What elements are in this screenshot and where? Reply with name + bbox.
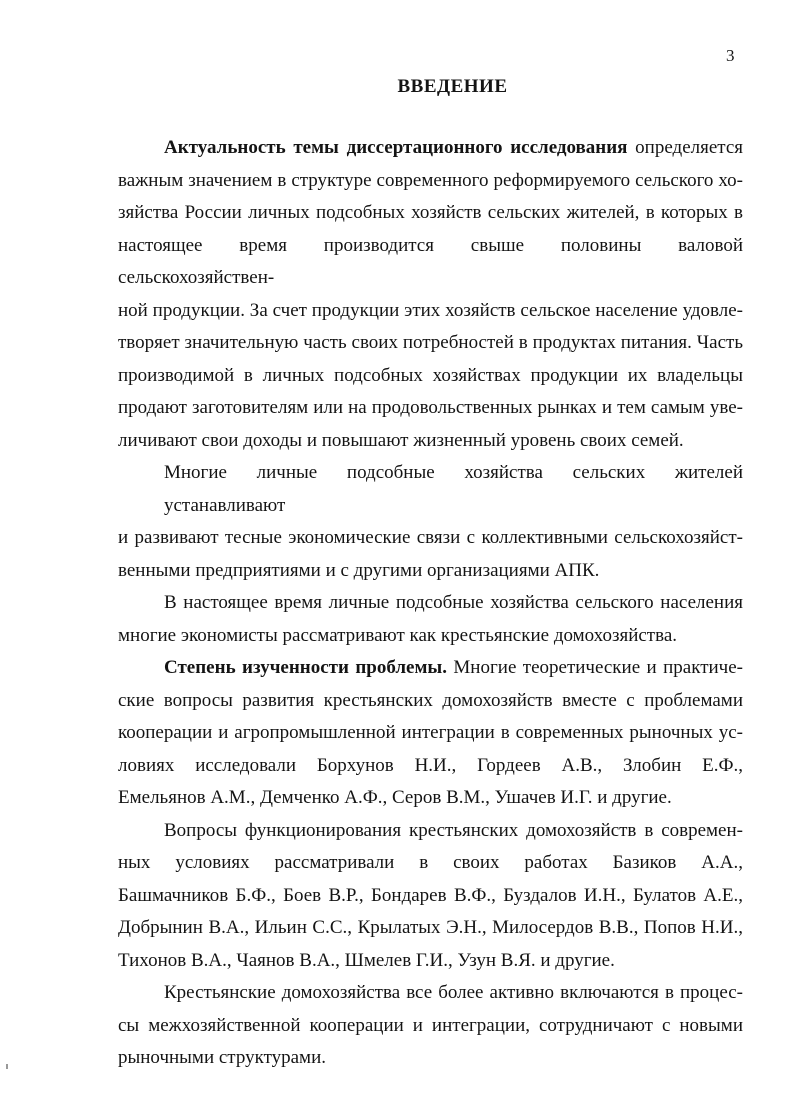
paragraph-line: важным значением в структуре современного реформируемого сельского хо-	[118, 169, 743, 191]
paragraph-line: Крестьянские домохозяйства все более активно включаются в процес-	[164, 982, 743, 1003]
paragraph-line: Добрынин В.А., Ильин С.С., Крылатых Э.Н., Милосердов В.В., Попов Н.И.,	[118, 917, 743, 938]
paragraph-line: многие экономисты рассматривают как крестьянские домохозяйства.	[118, 624, 677, 646]
paragraph-line: венными предприятиями и с другими организациями АПК.	[118, 559, 600, 581]
paragraph-line: Степень изученности проблемы. Многие теоретические и практиче-	[164, 657, 743, 678]
paragraph-lead: Степень изученности проблемы.	[164, 657, 448, 678]
paragraph-line: Многие личные подсобные хозяйства сельских жителей устанавливают	[164, 462, 743, 516]
paragraph-peasant-households	[118, 587, 743, 652]
paragraph-line: рыночными структурами.	[118, 1047, 326, 1068]
paragraph-line: Башмачников Б.Ф., Боев В.Р., Бондарев В.Ф., Буздалов И.Н., Булатов А.Е.,	[118, 884, 743, 906]
page-number: 3	[726, 46, 735, 65]
paragraph-line: продают заготовителям или на продовольственных рынках и тем самым уве-	[118, 397, 743, 418]
document-body	[118, 132, 743, 1075]
paragraph-line: производимой в личных подсобных хозяйствах продукции их владельцы	[118, 364, 743, 386]
paragraph-line: ных условиях рассматривали в своих работах Базиков А.А.,	[118, 852, 743, 873]
paragraph-line: настоящее время производится свыше половины валовой сельскохозяйствен-	[118, 234, 743, 288]
scan-speck	[6, 1064, 8, 1069]
paragraph-degree-of-study	[118, 652, 743, 815]
paragraph-line: ловиях исследовали Борхунов Н.И., Гордеев А.В., Злобин Е.Ф.,	[118, 754, 743, 776]
paragraph-line: В настоящее время личные подсобные хозяйства сельского населения	[164, 592, 743, 613]
paragraph-line: Емельянов А.М., Демченко А.Ф., Серов В.М., Ушачев И.Г. и другие.	[118, 787, 672, 808]
section-title: ВВЕДЕНИЕ	[397, 76, 508, 97]
paragraph-line: и развивают тесные экономические связи с коллективными сельскохозяйст-	[118, 527, 743, 548]
paragraph-line: творяет значительную часть своих потребностей в продуктах питания. Часть	[118, 332, 743, 353]
paragraph-lead: Актуальность темы диссертационного исследования	[164, 137, 628, 158]
paragraph-line: ские вопросы развития крестьянских домохозяйств вместе с проблемами	[118, 689, 743, 711]
paragraph-line: кооперации и агропромышленной интеграции в современных рыночных ус-	[118, 722, 743, 743]
paragraph-line: ной продукции. За счет продукции этих хозяйств сельское население удовле-	[118, 299, 743, 321]
paragraph-line: Актуальность темы диссертационного исследования определяется	[164, 137, 743, 158]
paragraph-cooperation	[118, 977, 743, 1075]
paragraph-line: сы межхозяйственной кооперации и интеграции, сотрудничают с новыми	[118, 1014, 743, 1036]
paragraph-line: зяйства России личных подсобных хозяйств сельских жителей, в которых в	[118, 202, 743, 223]
paragraph-line: Вопросы функционирования крестьянских домохозяйств в современ-	[164, 819, 743, 841]
paragraph-line: личивают свои доходы и повышают жизненный уровень своих семей.	[118, 429, 684, 451]
paragraph-functioning-questions	[118, 815, 743, 978]
paragraph-line: Тихонов В.А., Чаянов В.А., Шмелев Г.И., Узун В.Я. и другие.	[118, 949, 615, 971]
paragraph-economic-ties	[118, 457, 743, 587]
paragraph-relevance	[118, 132, 743, 457]
